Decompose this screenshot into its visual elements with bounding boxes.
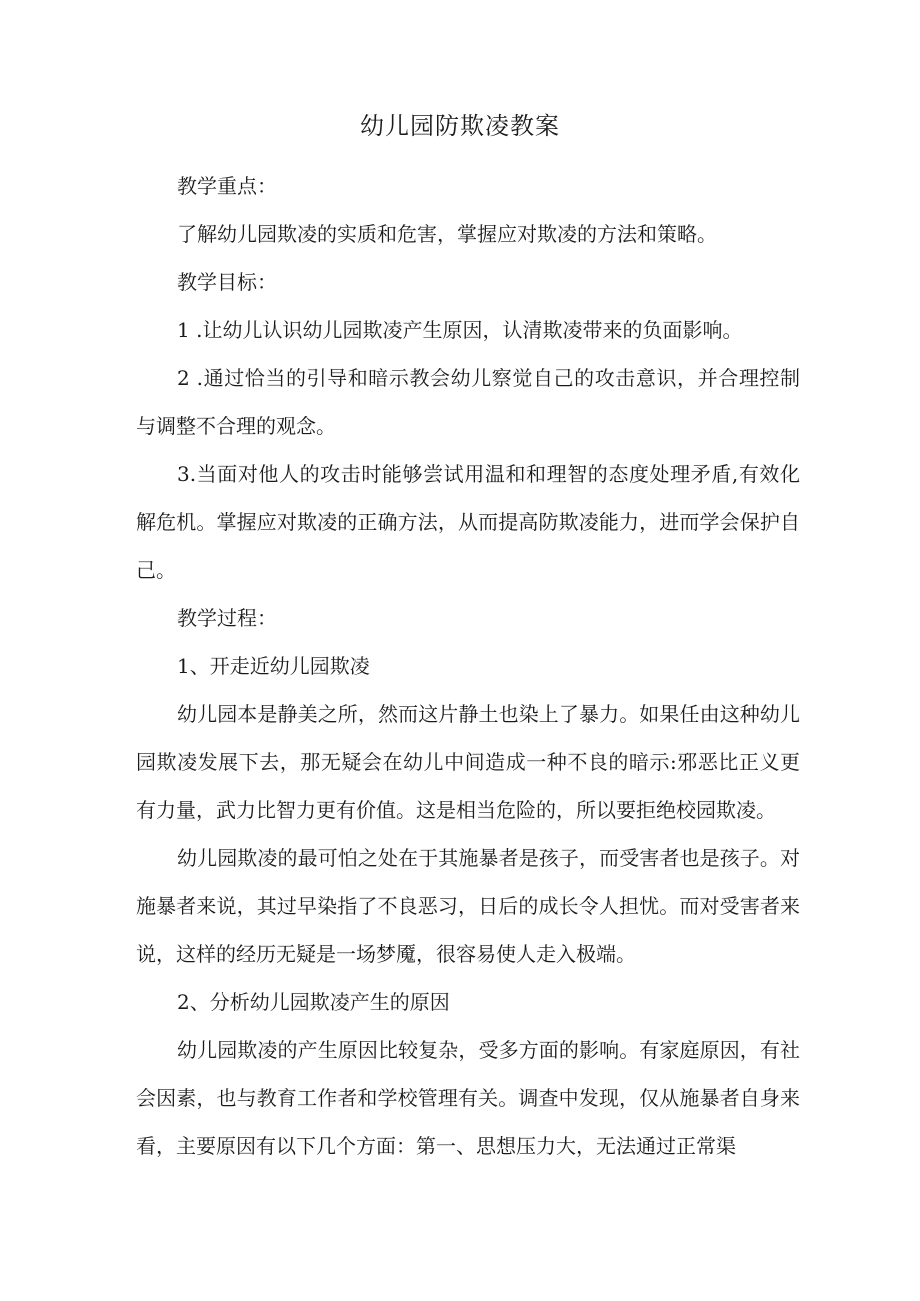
paragraph-causes-1: 幼儿园欺凌的产生原因比较复杂，受多方面的影响。有家庭原因，有社会因素，也与教育工作者和学校管理有关。调查中发现，仅从施暴者自身来看，主要原因有以下几个方面：第一、思想压力大，无法通过正常渠: [136, 1038, 800, 1158]
paragraph-approach-1: 幼儿园本是静美之所，然而这片静土也染上了暴力。如果任由这种幼儿园欺凌发展下去，那无疑会在幼儿中间造成一种不良的暗示:邪恶比正义更有力量，武力比智力更有价值。这是相当危险的，所以要拒绝校园欺凌。: [136, 702, 800, 822]
document-title: 幼儿园防欺凌教案: [360, 112, 560, 140]
goal-item-1: 1 .让幼儿认识幼儿园欺凌产生原因，认清欺凌带来的负面影响。: [177, 318, 743, 342]
paragraph-approach-2: 幼儿园欺凌的最可怕之处在于其施暴者是孩子，而受害者也是孩子。对施暴者来说，其过早染指了不良恶习，日后的成长令人担忧。而对受害者来说，这样的经历无疑是一场梦魇，很容易使人走入极端。: [136, 846, 800, 966]
goal-item-3: 3.当面对他人的攻击时能够尝试用温和和理智的态度处理矛盾,有效化解危机。掌握应对欺凌的正确方法，从而提高防欺凌能力，进而学会保护自己。: [136, 462, 800, 582]
subheading-analyze-causes: 2、分析幼儿园欺凌产生的原因: [177, 990, 450, 1014]
document-body: [136, 162, 800, 1170]
paragraph-teaching-focus: 了解幼儿园欺凌的实质和危害，掌握应对欺凌的方法和策略。: [177, 222, 717, 246]
goal-item-2: 2 .通过恰当的引导和暗示教会幼儿察觉自己的攻击意识，并合理控制与调整不合理的观念。: [136, 366, 800, 438]
heading-teaching-focus: 教学重点：: [177, 174, 277, 198]
heading-teaching-goals: 教学目标：: [177, 270, 277, 294]
subheading-approach-bullying: 1、开走近幼儿园欺凌: [177, 654, 370, 678]
heading-teaching-process: 教学过程：: [177, 606, 277, 630]
